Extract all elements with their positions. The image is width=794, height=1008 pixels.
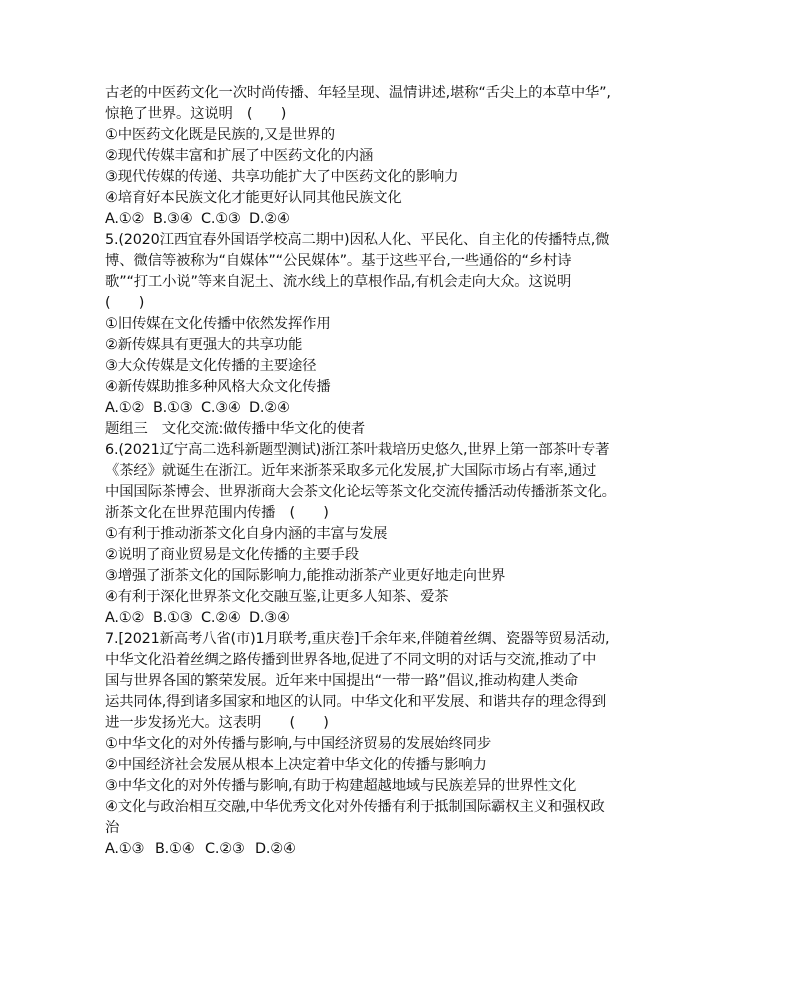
q7-line-1: 7.[2021新高考八省(市)1月联考,重庆卷]千余年来,伴随着丝绸、瓷器等贸易活动, (105, 631, 610, 647)
q7-line-5: 进一步发扬光大。这表明 ( ) (105, 715, 329, 731)
q7-option-c: C.②③ (205, 841, 245, 857)
q5-option-a: A.①② (105, 400, 145, 416)
question-5 (105, 230, 705, 419)
q4-option-a: A.①② (105, 211, 145, 227)
q5-statement-3: ③大众传媒是文化传播的主要途径 (105, 358, 317, 374)
q4-option-c: C.①③ (201, 211, 241, 227)
q4-line-1: 古老的中医药文化一次时尚传播、年轻呈现、温情讲述,堪称“舌尖上的本草中华”, (105, 85, 611, 101)
q7-statement-2: ②中国经济社会发展从根本上决定着中华文化的传播与影响力 (105, 757, 487, 773)
q7-option-d: D.②④ (255, 841, 296, 857)
question-6 (105, 440, 705, 629)
q5-line-3: 歌”“打工小说”等来自泥土、流水线上的草根作品,有机会走向大众。这说明 (105, 274, 572, 290)
q5-line-2: 博、微信等被称为“自媒体”“公民媒体”。基于这些平台,一些通俗的“乡村诗 (105, 253, 572, 269)
q6-option-c: C.②④ (201, 610, 241, 626)
q7-line-2: 中华文化沿着丝绸之路传播到世界各地,促进了不同文明的对话与交流,推动了中 (105, 652, 597, 668)
q6-line-1: 6.(2021辽宁高二选科新题型测试)浙江茶叶栽培历史悠久,世界上第一部茶叶专著 (105, 442, 610, 458)
q6-statement-3: ③增强了浙茶文化的国际影响力,能推动浙茶产业更好地走向世界 (105, 568, 506, 584)
q7-line-3: 国与世界各国的繁荣发展。近年来中国提出“一带一路”倡议,推动构建人类命 (105, 673, 578, 689)
q5-option-b: B.①③ (153, 400, 193, 416)
q6-options (105, 608, 705, 629)
q4-statement-4: ④培育好本民族文化才能更好认同其他民族文化 (105, 190, 402, 206)
q4-option-d: D.②④ (249, 211, 290, 227)
q5-option-c: C.③④ (201, 400, 241, 416)
question-4-continued (105, 83, 705, 230)
q4-statement-2: ②现代传媒丰富和扩展了中医药文化的内涵 (105, 148, 374, 164)
q5-options (105, 398, 705, 419)
q7-statement-4: ④文化与政治相互交融,中华优秀文化对外传播有利于抵制国际霸权主义和强权政 (105, 799, 605, 815)
q4-statement-1: ①中医药文化既是民族的,又是世界的 (105, 127, 335, 143)
q5-statement-2: ②新传媒具有更强大的共享功能 (105, 337, 303, 353)
q6-statement-1: ①有利于推动浙茶文化自身内涵的丰富与发展 (105, 526, 388, 542)
q5-line-4: ( ) (105, 295, 145, 311)
q4-options (105, 209, 705, 230)
q4-statement-3: ③现代传媒的传递、共享功能扩大了中医药文化的影响力 (105, 169, 459, 185)
q6-line-4: 浙茶文化在世界范围内传播 ( ) (105, 505, 329, 521)
q6-statement-2: ②说明了商业贸易是文化传播的主要手段 (105, 547, 359, 563)
q7-option-a: A.①③ (105, 841, 145, 857)
q6-option-d: D.③④ (249, 610, 290, 626)
q7-option-b: B.①④ (155, 841, 195, 857)
q7-statement-3: ③中华文化的对外传播与影响,有助于构建超越地域与民族差异的世界性文化 (105, 778, 577, 794)
q6-option-b: B.①③ (153, 610, 193, 626)
q6-line-3: 中国国际茶博会、世界浙商大会茶文化论坛等茶文化交流传播活动传播浙茶文化。 (105, 484, 616, 500)
q7-statement-1: ①中华文化的对外传播与影响,与中国经济贸易的发展始终同步 (105, 736, 492, 752)
q6-option-a: A.①② (105, 610, 145, 626)
q5-statement-1: ①旧传媒在文化传播中依然发挥作用 (105, 316, 331, 332)
q4-option-b: B.③④ (153, 211, 193, 227)
q6-statement-4: ④有利于深化世界茶文化交融互鉴,让更多人知茶、爱茶 (105, 589, 449, 605)
section-heading-group-3: 题组三 文化交流:做传播中华文化的使者 (105, 421, 366, 437)
q6-line-2: 《茶经》就诞生在浙江。近年来浙茶采取多元化发展,扩大国际市场占有率,通过 (105, 463, 597, 479)
question-7 (105, 629, 705, 860)
q5-line-1: 5.(2020江西宜春外国语学校高二期中)因私人化、平民化、自主化的传播特点,微 (105, 232, 610, 248)
q7-statement-4-wrap: 治 (105, 820, 120, 836)
q4-line-2: 惊艳了世界。这说明 ( ) (105, 106, 287, 122)
q7-options (105, 839, 705, 860)
q5-option-d: D.②④ (249, 400, 290, 416)
worksheet-page (105, 83, 705, 860)
q7-line-4: 运共同体,得到诸多国家和地区的认同。中华文化和平发展、和谐共存的理念得到 (105, 694, 607, 710)
q5-statement-4: ④新传媒助推多种风格大众文化传播 (105, 379, 331, 395)
